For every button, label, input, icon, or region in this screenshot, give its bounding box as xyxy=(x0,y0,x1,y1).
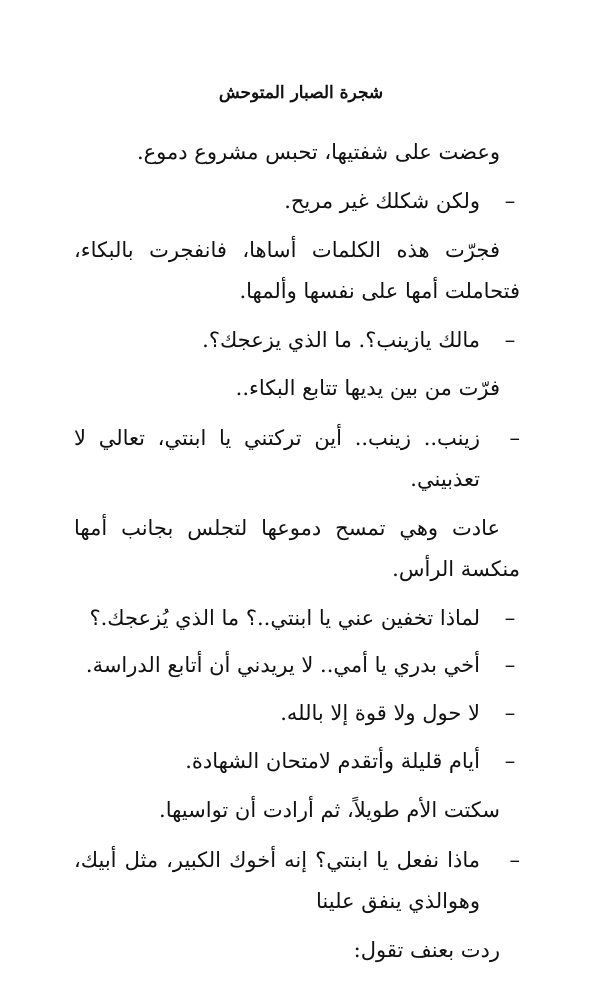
dialogue-dash: – xyxy=(504,189,516,213)
paragraph-text: سكتت الأم طويلاً، ثم أرادت أن تواسيها. xyxy=(159,798,500,822)
paragraph-text: فجرّت هذه الكلمات أساها، فانفجرت بالبكاء، فتحاملت أمها على نفسها وألمها. xyxy=(74,238,520,303)
paragraph xyxy=(74,508,520,590)
dialogue-text: أيام قليلة وأتقدم لامتحان الشهادة. xyxy=(185,749,480,773)
paragraph-text: ردت بعنف تقول: xyxy=(353,938,500,962)
paragraph xyxy=(74,930,520,971)
dialogue-line xyxy=(74,693,520,734)
dialogue-line xyxy=(74,598,520,639)
dialogue-dash: – xyxy=(509,848,520,872)
dialogue-dash: – xyxy=(504,653,516,677)
paragraph-text: عادت وهي تمسح دموعها لتجلس بجانب أمها منكسة الرأس. xyxy=(74,516,520,581)
dialogue-line xyxy=(74,181,520,222)
paragraph-text: وعضت على شفتيها، تحبس مشروع دموع. xyxy=(136,140,500,164)
page-title: شجرة الصبار المتوحش xyxy=(218,83,384,103)
dialogue-text: أخي بدري يا أمي.. لا يريدني أن أتابع الدراسة. xyxy=(85,653,480,677)
dialogue-text: لماذا تخفين عني يا ابنتي..؟ ما الذي يُزعجك.؟ xyxy=(89,606,480,630)
dialogue-text: مالك يازينب؟. ما الذي يزعجك؟. xyxy=(202,328,480,352)
paragraph xyxy=(74,230,520,312)
dialogue-text: ولكن شكلك غير مريح. xyxy=(284,189,480,213)
dialogue-dash: – xyxy=(504,749,516,773)
paragraph xyxy=(74,132,520,173)
paragraph-text: فرّت من بين يديها تتابع البكاء.. xyxy=(235,376,500,400)
dialogue-line xyxy=(74,840,520,922)
dialogue-line xyxy=(74,741,520,782)
dialogue-text: لا حول ولا قوة إلا بالله. xyxy=(280,701,480,725)
dialogue-text: زينب.. زينب.. أين تركتني يا ابنتي، تعالي لا تعذبيني. xyxy=(74,426,480,491)
dialogue-dash: – xyxy=(509,426,520,450)
paragraph xyxy=(74,368,520,409)
dialogue-dash: – xyxy=(504,701,516,725)
dialogue-line xyxy=(74,418,520,500)
paragraph xyxy=(74,790,520,831)
dialogue-text: ماذا نفعل يا ابنتي؟ إنه أخوك الكبير، مثل أبيك، وهوالذي ينفق علينا xyxy=(74,848,480,913)
dialogue-dash: – xyxy=(504,328,516,352)
dialogue-dash: – xyxy=(504,606,516,630)
dialogue-line xyxy=(74,320,520,361)
dialogue-line xyxy=(74,645,520,686)
